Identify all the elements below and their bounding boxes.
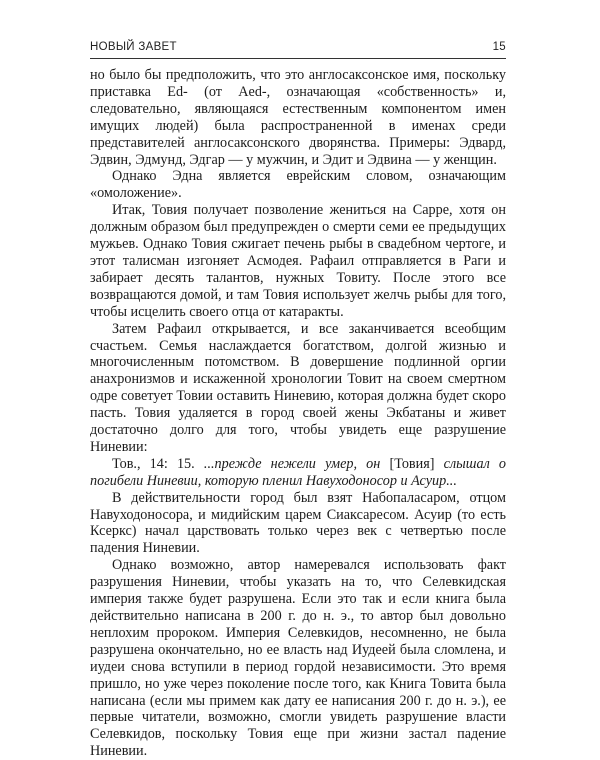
quote-text-start: ...прежде нежели умер, он — [203, 455, 381, 472]
paragraph: В действительности город был взят Набопаласаром, отцом Навуходоносора, и мидийским царем Сиаксаресом. Асуир (то есть Ксеркс) начал царствовать только через век с четвертью после падения Ниневии. — [90, 489, 506, 557]
paragraph: Однако возможно, автор намеревался использовать факт разрушения Ниневии, чтобы указать на то, что Селевкидская империя также будет разрушена. Если это так и если книга была действительно написана в 200 г. до н. э., то автор был довольно неплохим пророком. Империя Селевкидов, несомненно, не была разрушена окончательно, но ее власть над Иудеей была сломлена, и иудеи снова вступили в период гордой независимости. Это время пришло, но уже через поколение после того, как Книга Товита была написана (если мы примем как дату ее написания 200 г. до н. э.), ее первые читатели, возможно, смогли увидеть разрушение власти Селевкидов, поскольку Товия еще при жизни застал падение Ниневии. — [90, 557, 506, 760]
quote-text-end: слышал о погибели Ниневии, которую пленил Навуходоносор и Асуир... — [90, 455, 507, 489]
running-head-title: НОВЫЙ ЗАВЕТ — [90, 41, 177, 53]
body-text — [90, 67, 506, 760]
quote-reference: Тов., 14: 15. — [112, 455, 195, 472]
quote-bracket: [Товия] — [389, 455, 435, 472]
page-number: 15 — [492, 41, 506, 53]
scripture-quote — [90, 456, 506, 490]
paragraph: Однако Эдна является еврейским словом, означающим «омоложение». — [90, 168, 506, 202]
header-rule — [90, 58, 506, 59]
running-head — [90, 41, 506, 53]
paragraph: Затем Рафаил открывается, и все заканчивается всеобщим счастьем. Семья наслаждается богатством, долгой жизнью и многочисленным потомством. В довершение подлинной оргии анахронизмов и искаженной хронологии Товит на своем смертном одре советует Товии оставить Ниневию, которая должна будет скоро пасть. Товия удаляется в город своей жены Экбатаны и живет достаточно долго для того, чтобы увидеть еще разрушение Ниневии: — [90, 320, 506, 455]
paragraph: Итак, Товия получает позволение жениться на Сарре, хотя он должным образом был предупрежден о смерти семи ее предыдущих мужьев. Однако Товия сжигает печень рыбы в свадебном чертоге, и этот талисман изгоняет Асмодея. Рафаил отправляется в Раги и забирает десять талантов, нужных Товиту. После этого все возвращаются домой, и там Товия использует желчь рыбы для того, чтобы исцелить своего отца от катаракты. — [90, 202, 506, 320]
paragraph-continued: но было бы предположить, что это англосаксонское имя, поскольку приставка Ed- (от Aed-, означающая «собственность» и, следовательно, являющаяся естественным компонентом имен имущих людей) была распространенной в именах среди представителей англосаксонского дворянства. Примеры: Эдвард, Эдвин, Эдмунд, Эдгар — у мужчин, и Эдит и Эдвина — у женщин. — [90, 67, 506, 168]
